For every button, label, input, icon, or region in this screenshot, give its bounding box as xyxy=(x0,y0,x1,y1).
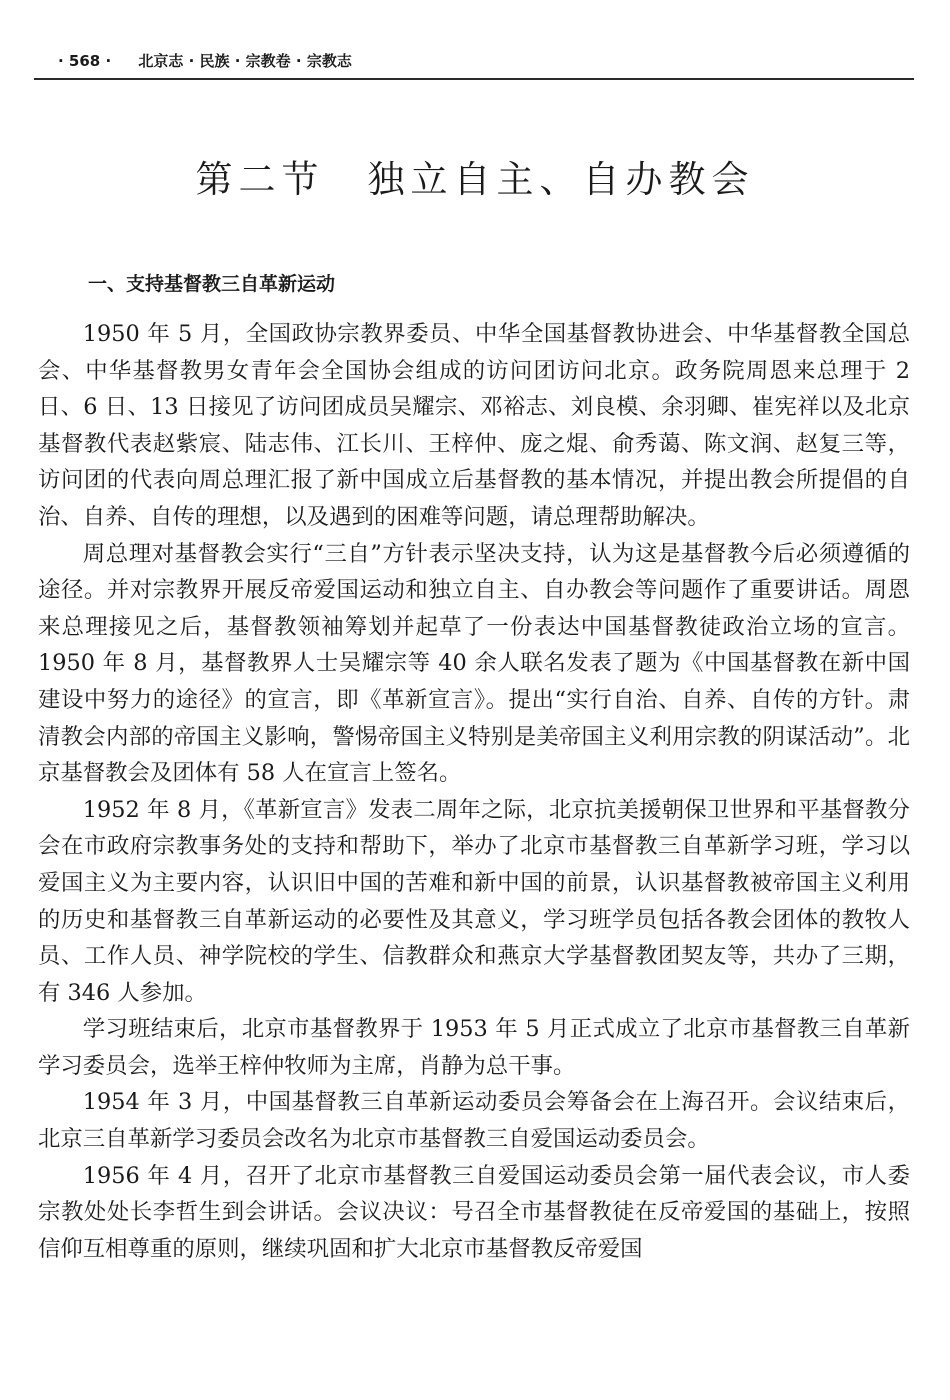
header-rule xyxy=(34,78,914,80)
paragraph: 学习班结束后，北京市基督教界于 1953 年 5 月正式成立了北京市基督教三自革新学习委员会，选举王梓仲牧师为主席，肖静为总干事。 xyxy=(38,1016,910,1079)
paragraph: 1954 年 3 月，中国基督教三自革新运动委员会筹备会在上海召开。会议结束后，北京三自革新学习委员会改名为北京市基督教三自爱国运动委员会。 xyxy=(38,1089,910,1153)
page-number: · 568 · xyxy=(58,52,112,70)
section-title: 第二节 独立自主、自办教会 xyxy=(195,158,755,201)
paragraph: 1950 年 5 月，全国政协宗教界委员、中华全国基督教协进会、中华基督教全国总会、中华基督教男女青年会全国协会组成的访问团访问北京。政务院周恩来总理于 2 日、6 日、13 日接见了访问团成员吴耀宗、邓裕志、刘良模、余羽卿、崔宪祥以及北京基督教代表赵紫宸、陆志伟、江长川、王梓仲、庞之焜、俞秀蔼、陈文润、赵复三等，访问团的代表向周总理汇报了新中国成立后基督教的基本情况，并提出教会所提倡的自治、自养、自传的理想，以及遇到的困难等问题，请总理帮助解决。 xyxy=(38,321,910,530)
paragraph: 1952 年 8 月，《革新宣言》发表二周年之际，北京抗美援朝保卫世界和平基督教分会在市政府宗教事务处的支持和帮助下，举办了北京市基督教三自革新学习班，学习以爱国主义为主要内容，认识旧中国的苦难和新中国的前景，认识基督教被帝国主义利用的历史和基督教三自革新运动的必要性及其意义，学习班学员包括各教会团体的教牧人员、工作人员、神学院校的学生、信教群众和燕京大学基督教团契友等，共办了三期，有 346 人参加。 xyxy=(38,796,910,1006)
running-header xyxy=(40,48,910,74)
paragraph: 1956 年 4 月，召开了北京市基督教三自爱国运动委员会第一届代表会议，市人委宗教处处长李哲生到会讲话。会议决议：号召全市基督教徒在反帝爱国的基础上，按照信仰互相尊重的原则，继续巩固和扩大北京市基督教反帝爱国 xyxy=(38,1162,910,1262)
paragraph: 周总理对基督教会实行“三自”方针表示坚决支持，认为这是基督教今后必须遵循的途径。并对宗教界开展反帝爱国运动和独立自主、自办教会等问题作了重要讲话。周恩来总理接见之后，基督教领袖筹划并起草了一份表达中国基督教徒政治立场的宣言。1950 年 8 月，基督教界人士吴耀宗等 40 余人联名发表了题为《中国基督教在新中国建设中努力的途径》的宣言，即《革新宣言》。提出“实行自治、自养、自传的方针。肃清教会内部的帝国主义影响，警惕帝国主义特别是美帝国主义利用宗教的阴谋活动”。北京基督教会及团体有 58 人在宣言上签名。 xyxy=(38,540,910,787)
body-text xyxy=(38,316,910,1267)
subsection-heading: 一、支持基督教三自革新运动 xyxy=(88,273,336,295)
book-title: 北京志 · 民族 · 宗教卷 · 宗教志 xyxy=(138,52,352,70)
